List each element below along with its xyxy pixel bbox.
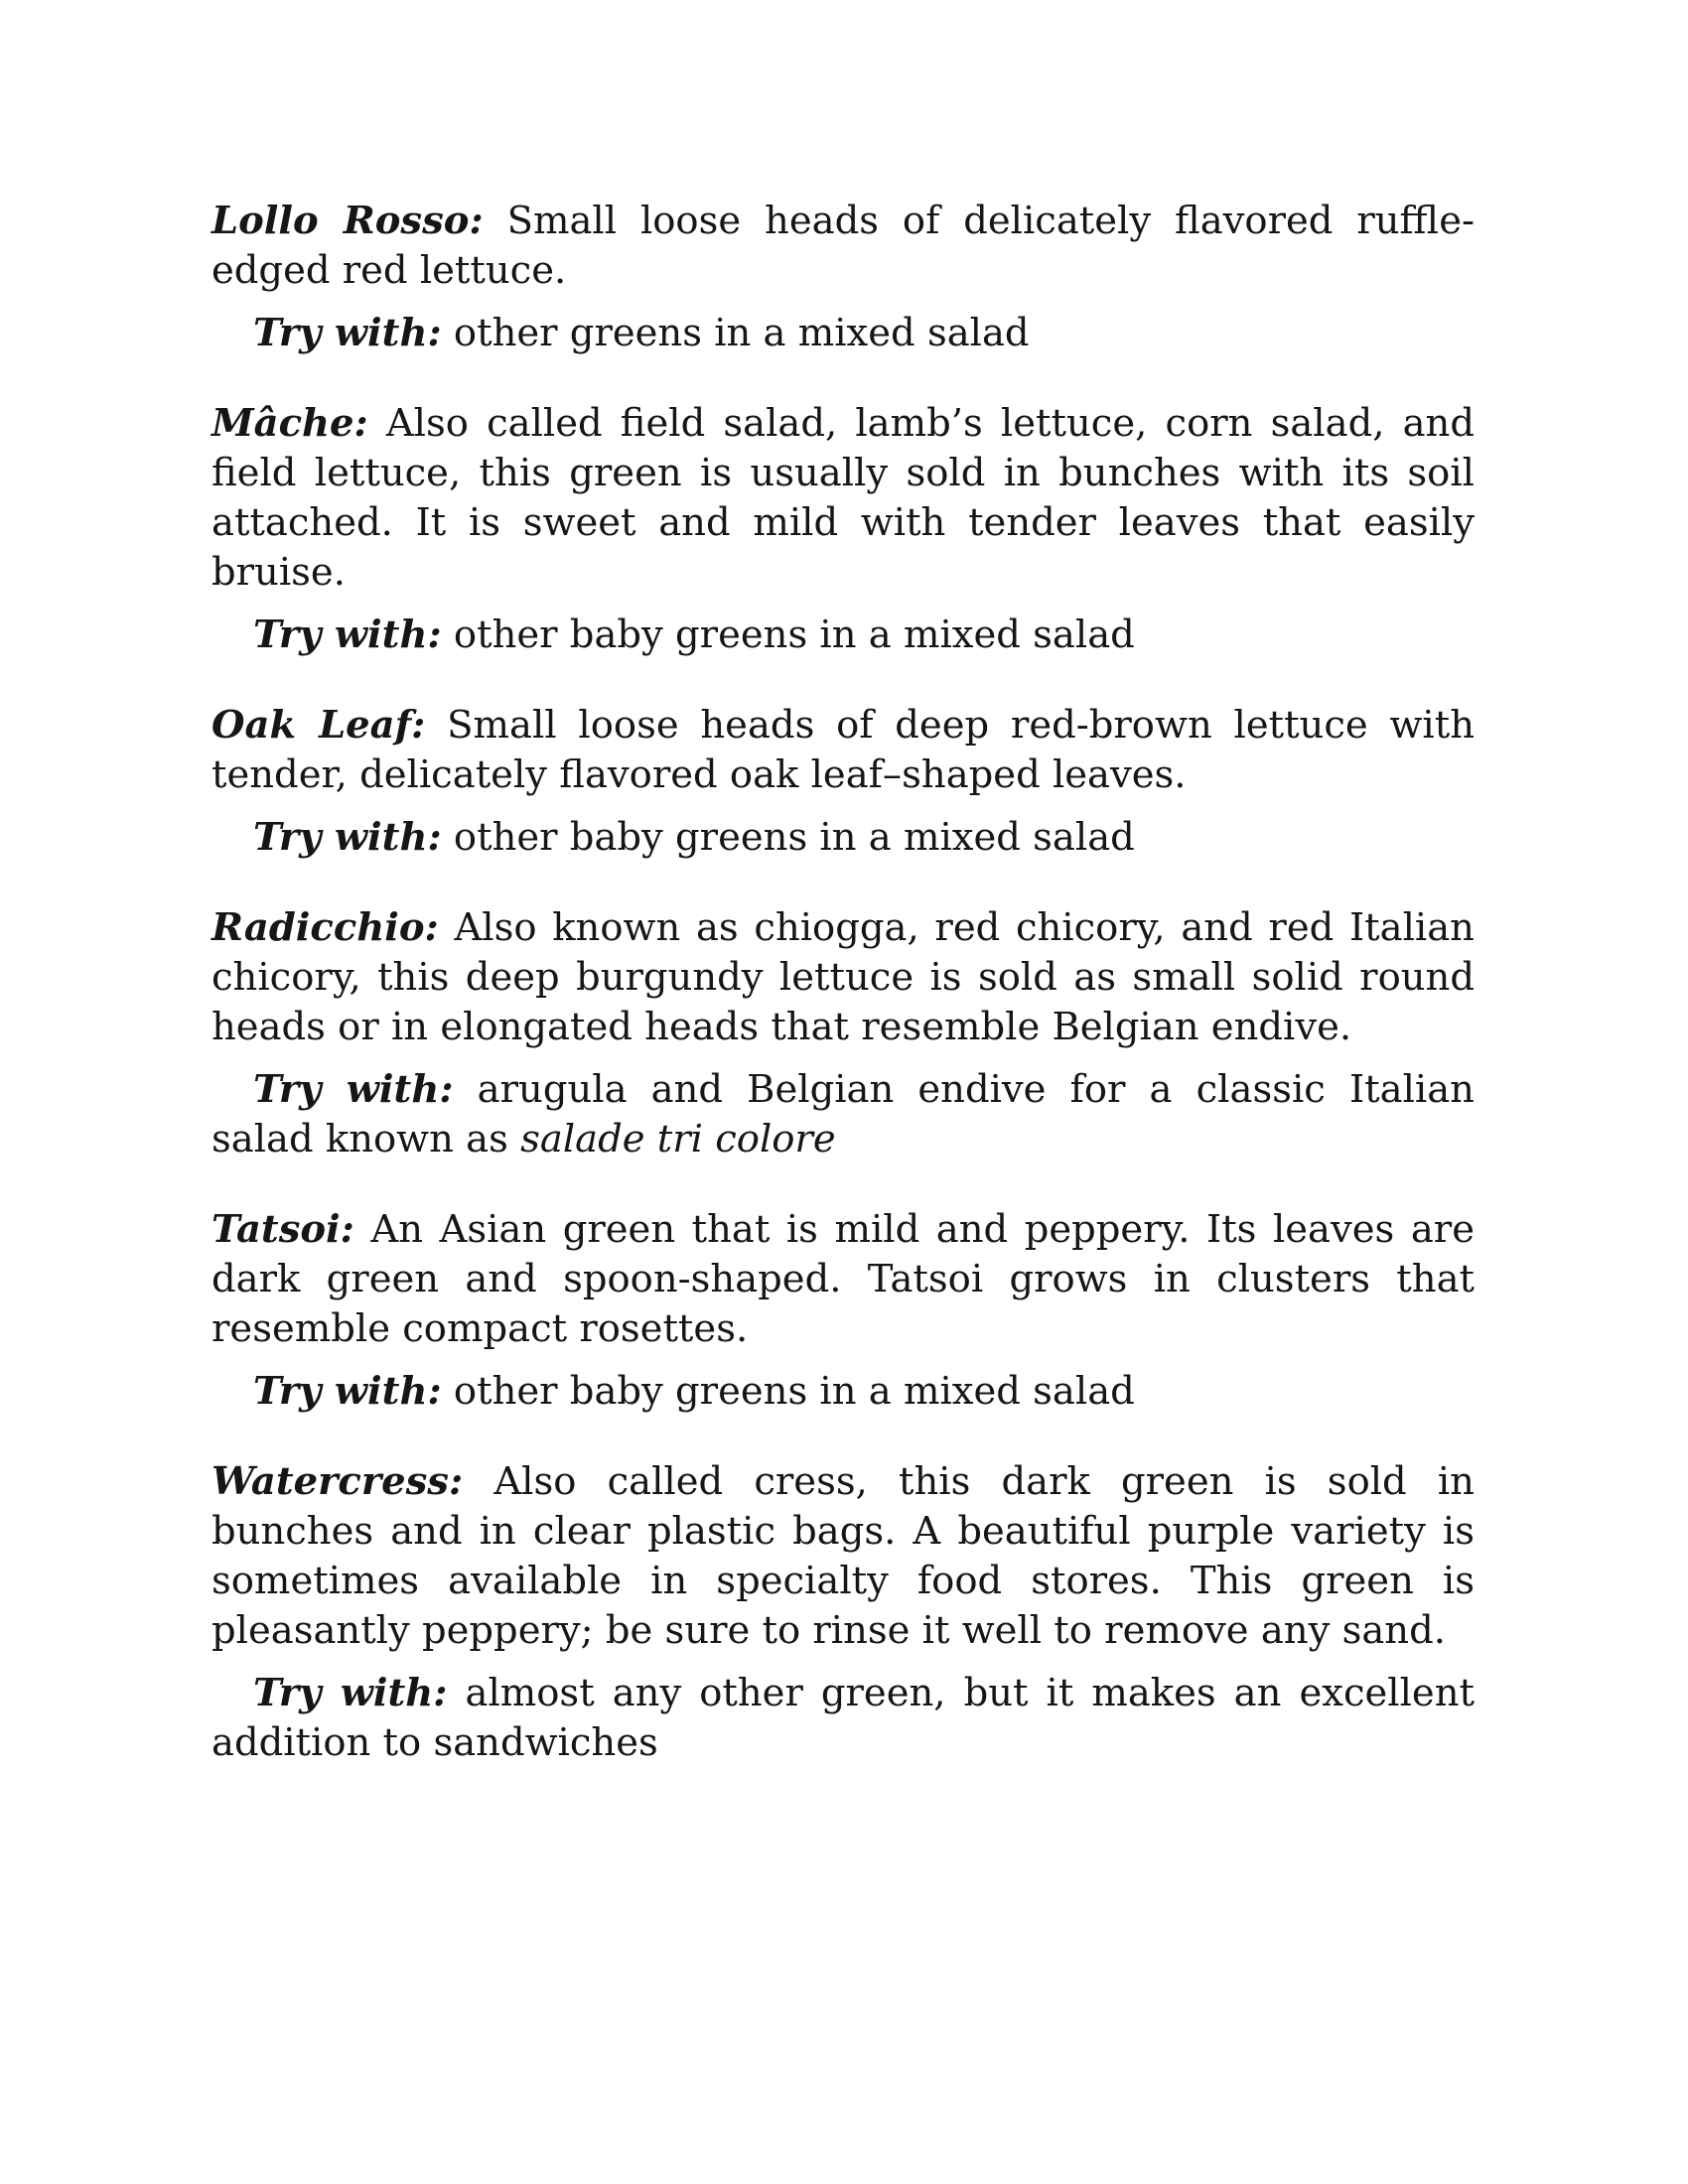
entry-description [211, 903, 1475, 1052]
entry-term: Tatsoi: [211, 1207, 354, 1252]
try-with-line [211, 1669, 1475, 1768]
try-with-label: Try with: [253, 613, 442, 657]
entry-description [211, 1457, 1475, 1656]
try-with-label: Try with: [253, 815, 442, 860]
entry-lollo-rosso [211, 197, 1475, 358]
try-with-italic-text: salade tri colore [520, 1117, 836, 1161]
try-with-label: Try with: [253, 1067, 454, 1112]
try-with-text: other baby greens in a mixed salad [453, 613, 1135, 657]
entry-oak-leaf [211, 701, 1475, 863]
entry-description [211, 1205, 1475, 1354]
entry-description-text: Small loose heads of deep red-brown lettuce with tender, delicately flavored oak leaf–shaped leaves. [211, 703, 1475, 797]
entry-tatsoi [211, 1205, 1475, 1417]
entry-description [211, 197, 1475, 296]
try-with-line [211, 611, 1475, 660]
try-with-label: Try with: [253, 1671, 448, 1715]
entry-description [211, 701, 1475, 800]
try-with-text: arugula and Belgian endive for a classic Italian salad known as [211, 1067, 1475, 1161]
try-with-text: almost any other green, but it makes an excellent addition to sandwiches [211, 1671, 1475, 1765]
entry-mache [211, 399, 1475, 660]
entry-description-text: Also called field salad, lamb’s lettuce, corn salad, and field lettuce, this green is usually sold in bunches with its soil attached. It is sweet and mild with tender leaves that easily bruise. [211, 401, 1475, 595]
entry-term: Radicchio: [211, 905, 439, 950]
entry-description-text: Small loose heads of delicately flavored ruffle-edged red lettuce. [211, 199, 1475, 293]
try-with-text: other baby greens in a mixed salad [453, 815, 1135, 860]
entry-description-text: Also known as chiogga, red chicory, and red Italian chicory, this deep burgundy lettuce is sold as small solid round heads or in elongated heads that resemble Belgian endive. [211, 905, 1475, 1049]
entry-term: Lollo Rosso: [211, 199, 484, 243]
entry-description-text: Also called cress, this dark green is sold in bunches and in clear plastic bags. A beautiful purple variety is sometimes available in specialty food stores. This green is pleasantly peppery; be sure to rinse it well to remove any sand. [211, 1459, 1475, 1653]
try-with-label: Try with: [253, 311, 442, 355]
try-with-line [211, 1065, 1475, 1164]
try-with-label: Try with: [253, 1369, 442, 1414]
entry-term: Watercress: [211, 1459, 464, 1504]
try-with-line [211, 813, 1475, 863]
entry-description-text: An Asian green that is mild and peppery. Its leaves are dark green and spoon-shaped. Tatsoi grows in clusters that resemble compact rosettes. [211, 1207, 1475, 1351]
try-with-line [211, 309, 1475, 358]
try-with-text: other greens in a mixed salad [453, 311, 1030, 355]
try-with-text: other baby greens in a mixed salad [453, 1369, 1135, 1414]
entry-term: Mâche: [211, 401, 368, 446]
entry-term: Oak Leaf: [211, 703, 426, 748]
entry-watercress [211, 1457, 1475, 1768]
try-with-line [211, 1367, 1475, 1417]
entry-description [211, 399, 1475, 598]
entry-radicchio [211, 903, 1475, 1164]
document-page [211, 197, 1475, 1809]
